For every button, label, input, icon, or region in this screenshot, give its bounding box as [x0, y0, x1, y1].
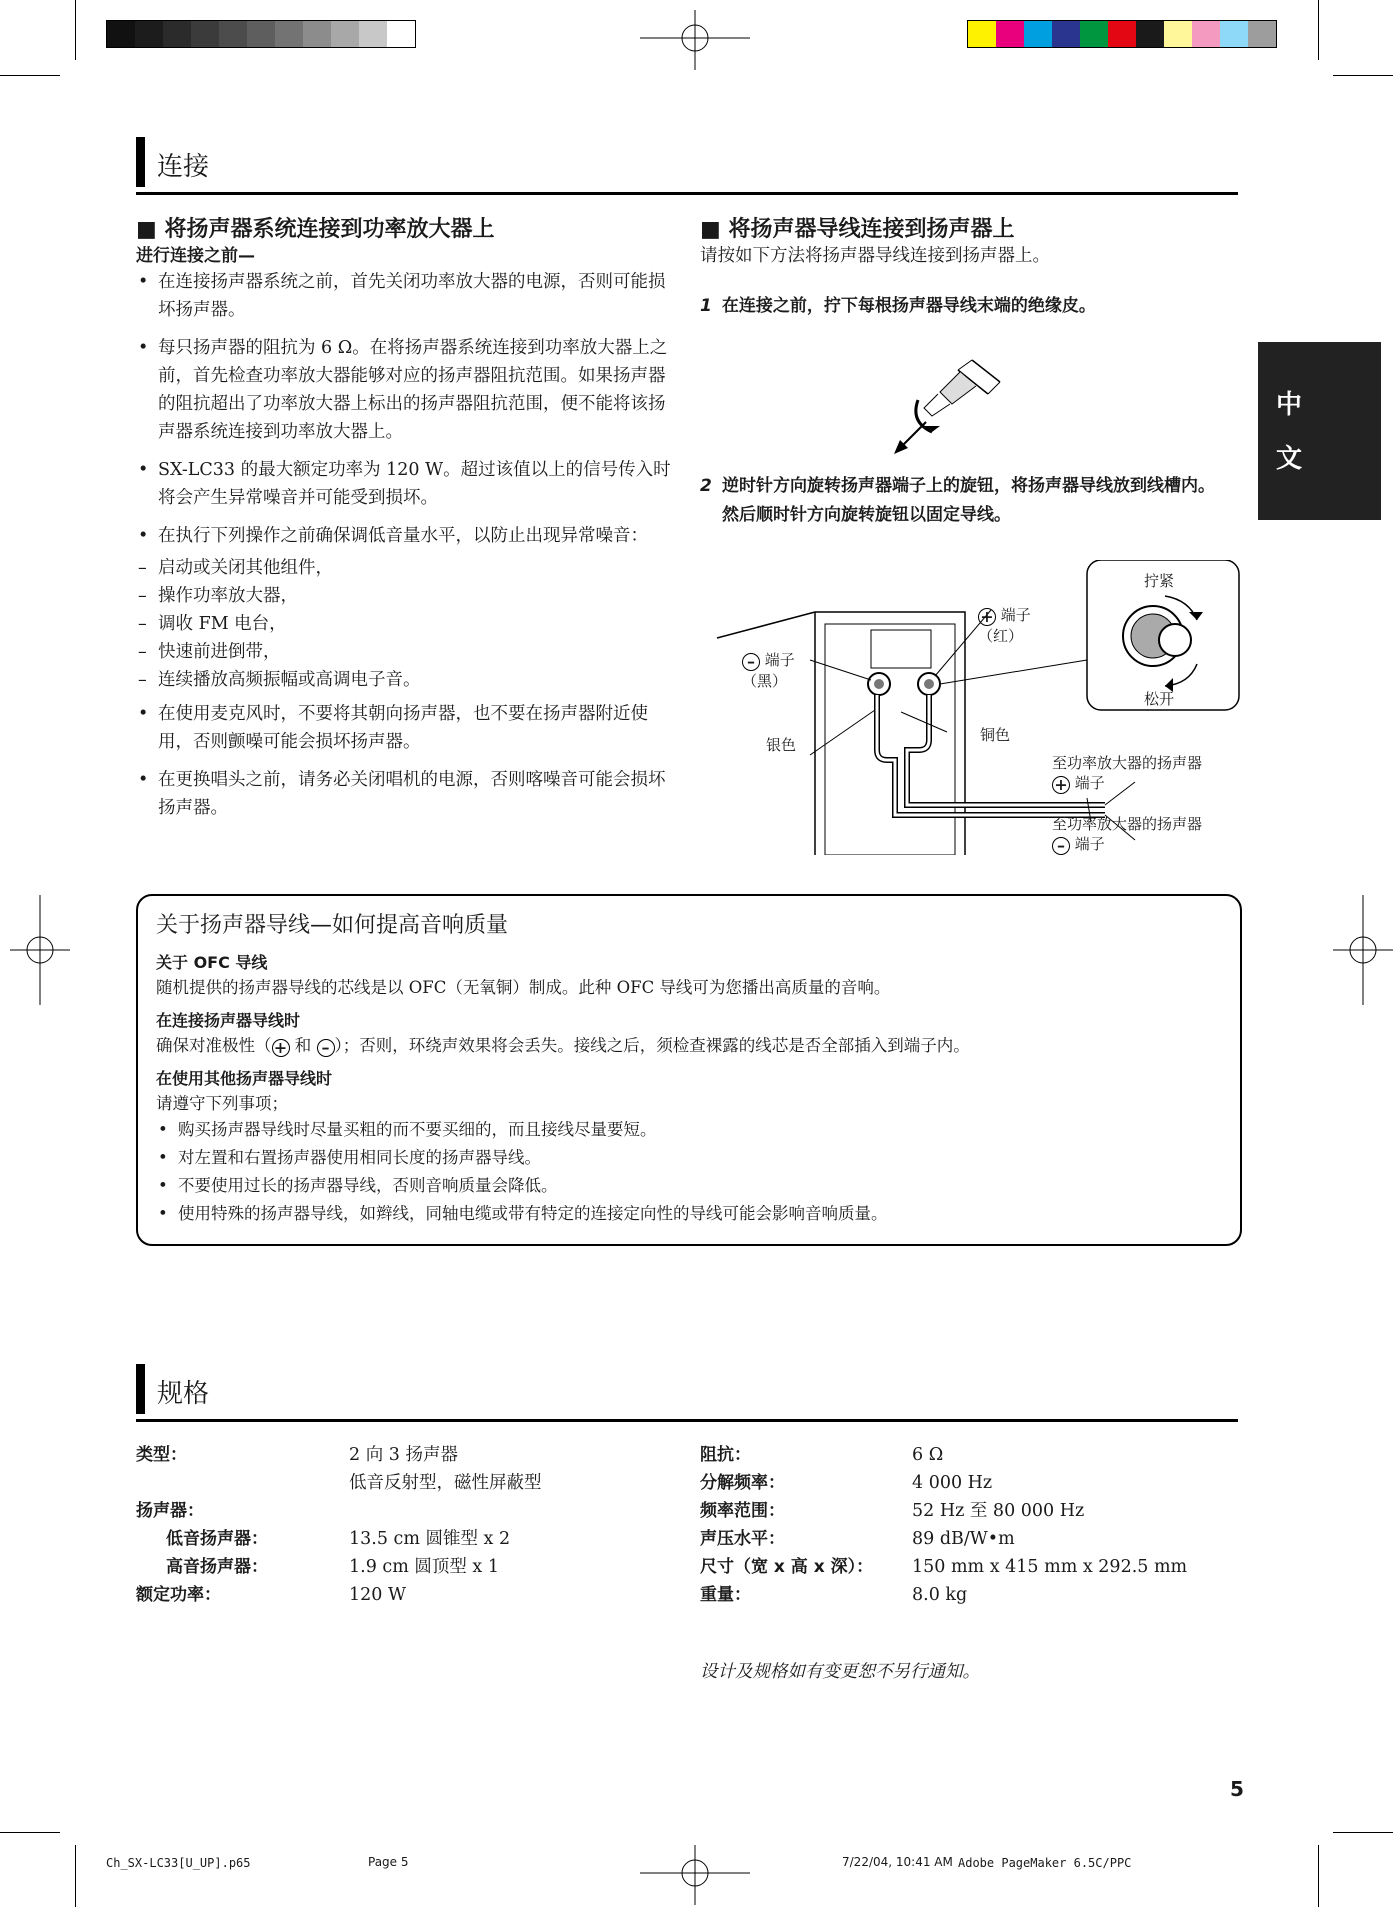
registration-mark-right	[1333, 895, 1393, 1005]
spec-value: 1.9 cm 圆顶型 x 1	[349, 1557, 499, 1577]
connecting-heading: 在连接扬声器导线时	[156, 1011, 301, 1030]
spec-label: 扬声器：	[136, 1501, 204, 1521]
step-text: 逆时针方向旋转扬声器端子上的旋钮，将扬声器导线放到线槽内。然后顺时针方向旋转旋钮以固定导线。	[722, 476, 1215, 525]
list-item: • 在连接扬声器系统之前，首先关闭功率放大器的电源，否则可能损坏扬声器。	[136, 268, 676, 324]
step-1	[700, 292, 1240, 320]
other-cords-intro: 请遵守下列事项；	[156, 1094, 288, 1113]
registration-mark-top	[640, 10, 750, 70]
language-tab	[1258, 342, 1381, 520]
spec-value: 4 000 Hz	[912, 1473, 993, 1493]
spec-value: 8.0 kg	[912, 1585, 968, 1605]
spec-section-title: 规格	[136, 1364, 209, 1414]
page-number: 5	[1230, 1777, 1244, 1801]
other-cords-heading: 在使用其他扬声器导线时	[156, 1069, 333, 1088]
color-swatch	[968, 21, 996, 47]
plus-icon: +	[978, 608, 996, 626]
spec-value: 13.5 cm 圆锥型 x 2	[349, 1529, 511, 1549]
spec-label: 阻抗：	[700, 1445, 751, 1465]
footer-page: Page 5	[368, 1855, 409, 1869]
ofc-text: 随机提供的扬声器导线的芯线是以 OFC（无氧铜）制成。此种 OFC 导线可为您播出高质量的音响。	[156, 978, 891, 997]
registration-mark-left	[10, 895, 70, 1005]
minus-icon: –	[1052, 837, 1070, 855]
operation-list	[136, 554, 676, 694]
spec-label: 额定功率：	[136, 1585, 221, 1605]
step-2	[700, 472, 1230, 530]
wire-strip-illustration	[880, 352, 1020, 462]
list-item: • 购买扬声器导线时尽量买粗的而不要买细的，而且接线尽量要短。	[156, 1118, 888, 1142]
spec-label: 类型：	[136, 1445, 187, 1465]
amp-minus-label: 至功率放大器的扬声器 – 端子	[1052, 815, 1203, 855]
list-item: • 在执行下列操作之前确保调低音量水平，以防止出现异常噪音：	[136, 522, 676, 550]
color-swatch	[1192, 21, 1220, 47]
step-number: 1	[700, 296, 712, 316]
spec-label: 分解频率：	[700, 1473, 785, 1493]
color-swatch	[163, 21, 191, 47]
connecting-text: 确保对准极性（ + 和 – ）；否则，环绕声效果将会丢失。接线之后，须检查裸露的线芯是否全部插入到端子内。	[156, 1036, 970, 1057]
plus-icon: +	[1052, 776, 1070, 794]
list-item: • 使用特殊的扬声器导线，如辫线，同轴电缆或带有特定的连接定向性的导线可能会影响音响质量。	[156, 1202, 888, 1226]
color-swatch	[1080, 21, 1108, 47]
tighten-label: 拧紧	[1144, 572, 1175, 590]
crop-mark	[0, 1832, 60, 1833]
list-item: – 连续播放高频振幅或高调电子音。	[136, 666, 676, 694]
lang-char: 文	[1276, 444, 1303, 474]
other-cords-list	[156, 1118, 888, 1230]
color-swatch	[191, 21, 219, 47]
list-item: • 对左置和右置扬声器使用相同长度的扬声器导线。	[156, 1146, 888, 1170]
footer-app: Adobe PageMaker 6.5C/PPC	[958, 1856, 1132, 1870]
crop-mark	[1333, 75, 1393, 76]
right-heading: ■ 将扬声器导线连接到扬声器上	[700, 217, 1015, 242]
ofc-heading: 关于 OFC 导线	[156, 953, 268, 972]
list-item: – 快速前进倒带，	[136, 638, 676, 666]
box-title: 关于扬声器导线—如何提高音响质量	[156, 913, 509, 938]
color-swatch	[1136, 21, 1164, 47]
step-text: 在连接之前，拧下每根扬声器导线末端的绝缘皮。	[721, 296, 1096, 316]
spec-value: 52 Hz 至 80 000 Hz	[912, 1501, 1085, 1521]
plus-icon: +	[272, 1039, 290, 1057]
minus-icon: –	[742, 653, 760, 671]
color-swatch	[303, 21, 331, 47]
spec-value: 低音反射型，磁性屏蔽型	[349, 1473, 542, 1493]
spec-value: 6 Ω	[912, 1445, 944, 1465]
color-swatch	[331, 21, 359, 47]
right-intro: 请按如下方法将扬声器导线连接到扬声器上。	[700, 246, 1050, 266]
registration-mark-bottom	[640, 1845, 750, 1905]
spec-value: 2 向 3 扬声器	[349, 1445, 458, 1465]
crop-mark	[1318, 1845, 1319, 1907]
color-swatch	[219, 21, 247, 47]
crop-mark	[0, 75, 60, 76]
copper-label: 铜色	[980, 726, 1011, 744]
list-item: • SX-LC33 的最大额定功率为 120 W。超过该值以上的信号传入时将会产生异常噪音并可能受到损坏。	[136, 456, 676, 512]
process-color-bar	[967, 20, 1277, 48]
left-heading: ■ 将扬声器系统连接到功率放大器上	[136, 217, 495, 242]
color-swatch	[1248, 21, 1276, 47]
color-swatch	[1220, 21, 1248, 47]
list-item: • 在使用麦克风时，不要将其朝向扬声器，也不要在扬声器附近使用，否则颤噪可能会损坏扬声器。	[136, 700, 676, 756]
spec-label: 声压水平：	[700, 1529, 785, 1549]
loosen-label: 松开	[1144, 690, 1175, 708]
color-swatch	[387, 21, 415, 47]
footer-date: 7/22/04, 10:41 AM	[842, 1855, 953, 1869]
spec-value: 150 mm x 415 mm x 292.5 mm	[912, 1557, 1188, 1577]
spec-label: 尺寸（宽 x 高 x 深）：	[700, 1557, 874, 1577]
footer-filename: Ch_SX-LC33[U_UP].p65	[106, 1856, 251, 1870]
color-swatch	[247, 21, 275, 47]
amp-plus-label: 至功率放大器的扬声器 + 端子	[1052, 754, 1203, 794]
color-swatch	[1024, 21, 1052, 47]
precaution-list-2	[136, 700, 676, 822]
list-item: – 调收 FM 电台，	[136, 610, 676, 638]
section-rule	[136, 192, 1238, 195]
color-swatch	[1164, 21, 1192, 47]
list-item: • 在更换唱头之前，请务必关闭唱机的电源，否则喀噪音可能会损坏扬声器。	[136, 766, 676, 822]
spec-notice: 设计及规格如有变更恕不另行通知。	[700, 1662, 980, 1682]
minus-terminal-label: – 端子 （黑）	[742, 651, 795, 690]
precaution-list	[136, 268, 676, 550]
left-body	[136, 268, 676, 832]
lang-char: 中	[1276, 390, 1303, 420]
color-swatch	[135, 21, 163, 47]
crop-mark	[1318, 0, 1319, 60]
silver-label: 银色	[766, 736, 797, 754]
crop-mark	[75, 0, 76, 60]
crop-mark	[75, 1845, 76, 1907]
list-item: – 操作功率放大器，	[136, 582, 676, 610]
spec-label: 重量：	[700, 1585, 751, 1605]
color-swatch	[996, 21, 1024, 47]
left-subheading: 进行连接之前—	[136, 246, 255, 266]
spec-label: 频率范围：	[700, 1501, 785, 1521]
connection-section-title: 连接	[136, 137, 209, 187]
color-swatch	[275, 21, 303, 47]
spec-label: 高音扬声器：	[166, 1557, 268, 1577]
spec-value: 89 dB/W•m	[912, 1529, 1015, 1549]
list-item: • 每只扬声器的阻抗为 6 Ω。在将扬声器系统连接到功率放大器上之前，首先检查功率放大器能够对应的扬声器阻抗范围。如果扬声器的阻抗超出了功率放大器上标出的扬声器阻抗范围，便不能将该扬声器系统连接到功率放大器上。	[136, 334, 676, 446]
speaker-cord-info-box	[136, 894, 1242, 1246]
spec-label: 低音扬声器：	[166, 1529, 268, 1549]
color-swatch	[1052, 21, 1080, 47]
color-swatch	[1108, 21, 1136, 47]
minus-icon: –	[317, 1039, 335, 1057]
gray-color-bar	[106, 20, 416, 48]
crop-mark	[1333, 1832, 1393, 1833]
list-item: • 不要使用过长的扬声器导线，否则音响质量会降低。	[156, 1174, 888, 1198]
step-number: 2	[700, 476, 712, 496]
plus-terminal-label: + 端子 （红）	[978, 606, 1031, 645]
section-rule	[136, 1419, 1238, 1422]
list-item: – 启动或关闭其他组件，	[136, 554, 676, 582]
spec-value: 120 W	[349, 1585, 406, 1605]
color-swatch	[107, 21, 135, 47]
color-swatch	[359, 21, 387, 47]
